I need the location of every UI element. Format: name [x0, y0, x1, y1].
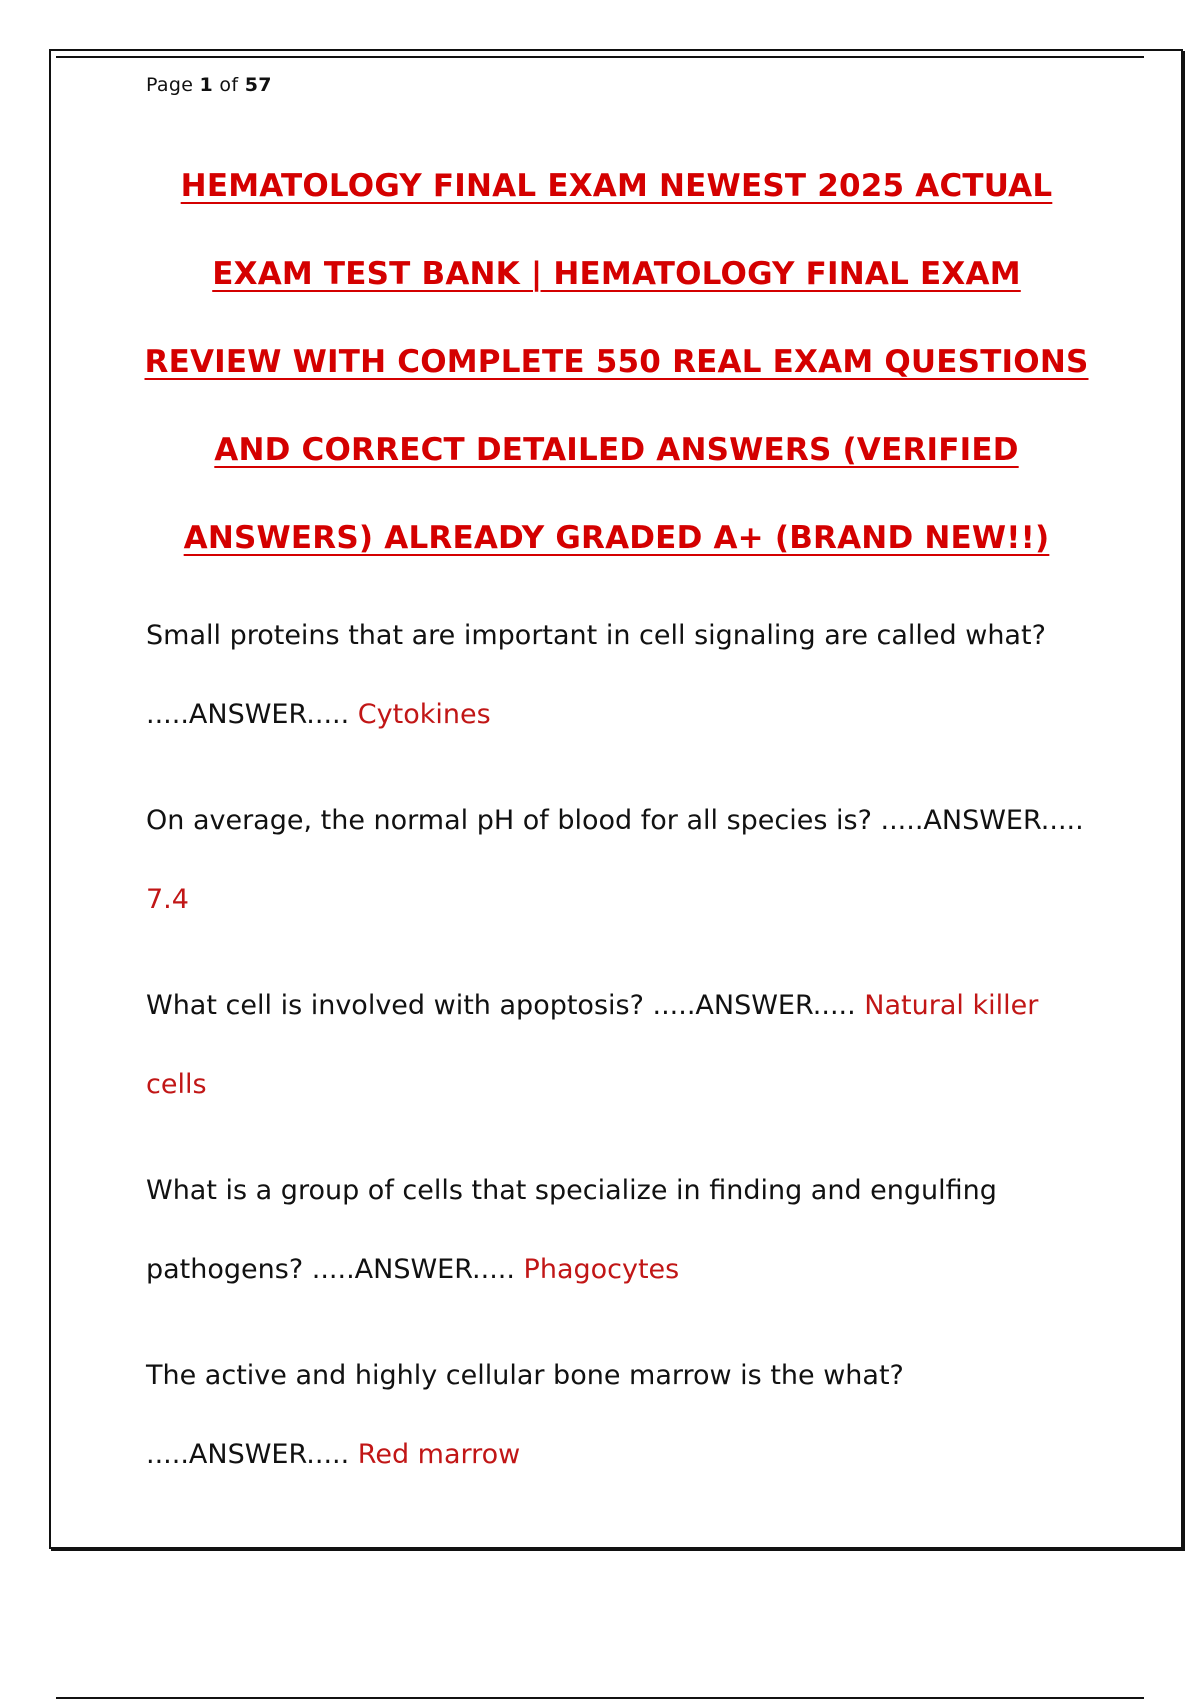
answer-text: Red marrow — [357, 1439, 521, 1470]
answer-text: Phagocytes — [523, 1254, 680, 1285]
title-line: ANSWERS) ALREADY GRADED A+ (BRAND NEW!!) — [183, 520, 1050, 556]
answer-marker: .....ANSWER..... — [146, 699, 350, 730]
page-separator: of — [219, 74, 239, 96]
page-prefix: Page — [146, 74, 194, 96]
page-total: 57 — [244, 74, 272, 96]
qa-item — [146, 596, 1086, 754]
answer-text: Natural killer cells — [146, 990, 1039, 1100]
top-rule — [56, 56, 1144, 58]
qa-item — [146, 781, 1086, 939]
answer-marker: .....ANSWER..... — [652, 990, 856, 1021]
question-text: What is a group of cells that specialize in finding and engulfing pathogens? — [146, 1175, 997, 1285]
title-line: AND CORRECT DETAILED ANSWERS (VERIFIED — [214, 432, 1019, 468]
qa-list — [146, 596, 1086, 1510]
answer-text: Cytokines — [357, 699, 491, 730]
title-line: HEMATOLOGY FINAL EXAM NEWEST 2025 ACTUAL — [180, 168, 1053, 204]
bottom-rule — [56, 1697, 1144, 1699]
title-line: REVIEW WITH COMPLETE 550 REAL EXAM QUESTIONS — [144, 344, 1089, 380]
answer-text: 7.4 — [146, 884, 189, 915]
question-text: On average, the normal pH of blood for all species is? — [146, 805, 872, 836]
document-title — [120, 142, 1113, 582]
question-text: What cell is involved with apoptosis? — [146, 990, 644, 1021]
question-text: The active and highly cellular bone marrow is the what? — [146, 1360, 904, 1391]
answer-marker: .....ANSWER..... — [311, 1254, 515, 1285]
qa-item — [146, 966, 1086, 1124]
title-line: EXAM TEST BANK | HEMATOLOGY FINAL EXAM — [212, 256, 1021, 292]
qa-item — [146, 1336, 1086, 1494]
answer-marker: .....ANSWER..... — [880, 805, 1084, 836]
page-current: 1 — [199, 74, 214, 96]
qa-item — [146, 1151, 1086, 1309]
question-text: Small proteins that are important in cell signaling are called what? — [146, 620, 1046, 651]
page-indicator — [146, 74, 272, 96]
answer-marker: .....ANSWER..... — [146, 1439, 350, 1470]
